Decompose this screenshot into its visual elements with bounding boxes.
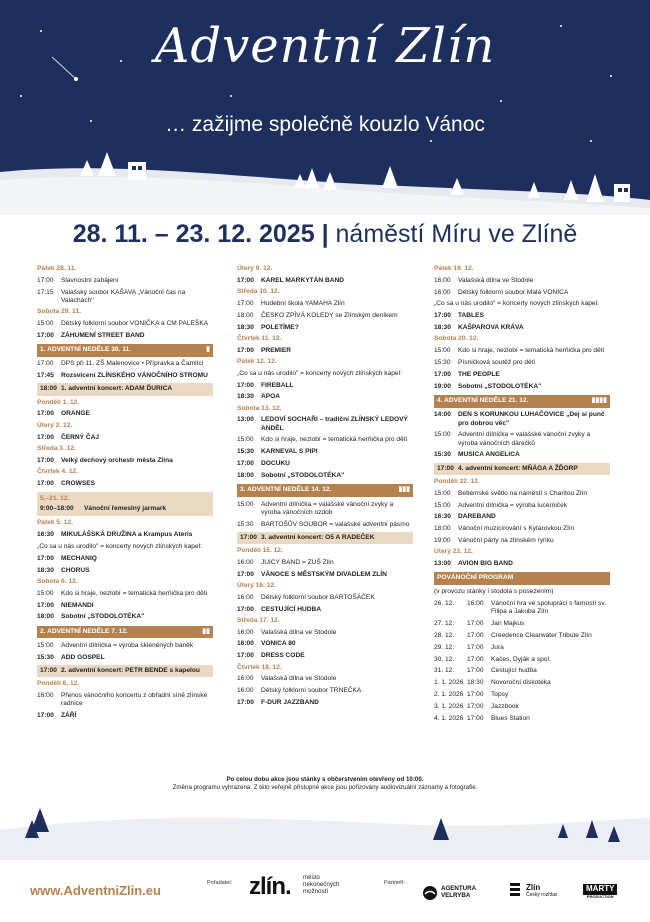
event-row: 16:00 JUICY BAND = ZUŠ Zlín xyxy=(237,558,334,566)
event-row: 17:00 F-DUR JAZZBAND xyxy=(237,699,319,707)
event-row: 15:00 Betlémské světlo na náměstí s Charitou Zlín xyxy=(434,489,587,497)
event-row: „Co sa u nás urodilo" = koncerty nových zlínských kapel: xyxy=(237,369,402,377)
header-banner xyxy=(0,0,650,215)
event-row: 16:00 Valašská dílna ve Stodole xyxy=(237,675,337,683)
event-row: 26. 12. 16:00 Vánoční hra ve spolupráci s farností sv. Filipa a Jakuba Zlín xyxy=(434,599,606,616)
event-row: 15:00 Adventní dílnička = valašské vánoční zvyky a výroba vánočních ozdob xyxy=(237,500,394,516)
event-row: 17:00 DRESS CODE xyxy=(237,652,305,660)
event-row: 18:30 APOA xyxy=(237,393,281,401)
event-row: 4. 1. 2026 17:00 Blues Station xyxy=(434,714,530,722)
event-row: 29. 12. 17:00 Jura xyxy=(434,643,504,651)
event-row: 17:00 Hudební škola YAMAHA Zlín xyxy=(237,299,345,307)
star-icon xyxy=(610,75,612,77)
event-row: 17:00 DPS při 11. ZŠ Malenovice • Přípravka a Čamlíci xyxy=(37,360,204,368)
event-row: 28. 12. 17:00 Creedence Clearwater Tribute Zlín xyxy=(434,631,592,639)
candle-icon: ▮▮▮ xyxy=(398,486,410,494)
day-heading: Sobota 29. 11. xyxy=(37,308,81,316)
event-row: 18:30 KAŠPAROVA KRÁVA xyxy=(434,324,524,332)
day-heading: Úterý 23. 12. xyxy=(434,548,473,556)
day-heading: Čtvrtek 11. 12. xyxy=(237,334,282,342)
day-heading: Středa 3. 12. xyxy=(37,444,76,452)
event-row: 3. 1. 2026 17:00 Jazzbook xyxy=(434,702,519,710)
event-row: 16:00 VONICA 80 xyxy=(237,640,296,648)
event-row: 15:00 Kdo si hraje, nezlobí = tematická herňička pro děti xyxy=(434,347,605,355)
day-heading: Pátek 12. 12. xyxy=(237,357,277,365)
event-row: 15:00 Dětský folklorní soubor VONIČKA a CM PALEŠKA xyxy=(37,319,209,327)
day-heading: Pondělí 1. 12. xyxy=(37,398,80,406)
event-row: 17:00 MECHANIQ xyxy=(37,554,97,562)
event-row: 16:00 Dětský folklorní soubor TRNEČKA xyxy=(237,687,362,695)
advent-sunday-band: 2. ADVENTNÍ NEDĚLE 7. 12. ▮▮ xyxy=(37,626,213,639)
advent-concert-row: 17:00 4. adventní koncert: MŇÁGA A ŽĎORP xyxy=(434,463,610,475)
day-heading: Středa 10. 12. xyxy=(237,288,280,296)
zlin-tagline: město nekonečných možností xyxy=(303,874,340,896)
event-row: „Co sa u nás urodilo" = koncerty nových zlínských kapel: xyxy=(37,543,202,551)
day-heading: Sobota 20. 12. xyxy=(434,335,479,343)
event-row: 16:30 MIKULÁŠSKÁ DRUŽINA a Krampus Ateris xyxy=(37,531,193,539)
event-row: 15:00 Adventní dílnička = valašské vánoční zvyky a výroba vánočních dárečků xyxy=(434,431,591,447)
website-link[interactable]: www.AdventniZlin.eu xyxy=(30,883,161,898)
event-row: 17:45 Rozsvícení ZLÍNSKÉHO VÁNOČNÍHO STROMU xyxy=(37,372,208,380)
advent-sunday-band: 1. ADVENTNÍ NEDĚLE 30. 11. ▮ xyxy=(37,344,213,357)
event-row: 2. 1. 2026 17:00 Topsy xyxy=(434,690,509,698)
radio-icon xyxy=(509,882,521,898)
event-row: 31. 12. 17:00 Cestující hudba xyxy=(434,667,537,675)
star-icon xyxy=(430,140,432,142)
candle-icon: ▮▮▮▮ xyxy=(591,396,607,404)
event-row: 17:00 CESTUJÍCÍ HUDBA xyxy=(237,605,322,613)
event-row: 13:00 AVION BIG BAND xyxy=(434,560,513,568)
event-row: 1. 1. 2026 18:30 Novoroční diskotéka xyxy=(434,679,551,687)
program-column-3 xyxy=(434,262,610,723)
advent-concert-row: 18:00 1. adventní koncert: ADAM ĎURICA xyxy=(37,383,213,395)
event-row: 16:00 Valašská dílna ve Stodole xyxy=(237,628,337,636)
star-icon xyxy=(500,100,502,102)
program-column-2 xyxy=(237,262,413,707)
day-heading: Pondělí 22. 12. xyxy=(434,477,480,485)
snow-landscape xyxy=(0,150,650,215)
day-heading: Pátek 19. 12. xyxy=(434,265,474,272)
event-row: „Co sa u nás urodilo" = koncerty nových zlínských kapel: xyxy=(434,300,599,308)
advent-sunday-band: 3. ADVENTNÍ NEDĚLE 14. 12. ▮▮▮ xyxy=(237,484,413,497)
separator: | xyxy=(321,220,329,248)
star-icon xyxy=(230,95,232,97)
event-row: 18:00 Vánoční muzicírování s Kytarovkou Zlín xyxy=(434,525,575,533)
event-row: 14:00 DEN S KORUNKOU LUHAČOVICE „Dej si punč pro dobrou věc" xyxy=(434,411,605,427)
page-title: Adventní Zlín xyxy=(154,18,496,74)
partner-marty: MARTY PRODUCTION xyxy=(583,884,617,899)
event-dates xyxy=(0,220,650,249)
program-column-1 xyxy=(37,262,213,720)
event-row: 17:00 NIEMANDI xyxy=(37,601,94,609)
star-icon xyxy=(590,140,592,142)
event-row: 17:00 ORANGE xyxy=(37,410,90,418)
event-row: 15:00 Kdo si hraje, nezlobí = tematická herňička pro děti xyxy=(37,589,208,597)
event-row: 30. 12. 17:00 Kačes, Dyják a spol. xyxy=(434,655,551,663)
event-row: 18:00 Sobotní „STODOLOTÉKA" xyxy=(237,471,345,479)
event-row: 17:00 DOCUKU xyxy=(237,460,290,468)
partner-velryba: AGENTURA VELRYBA xyxy=(441,885,477,899)
event-row: 16:30 DAREBAND xyxy=(434,513,496,521)
event-row: 15:00 Kdo si hraje, nezlobí = tematická herňička pro děti xyxy=(237,436,408,444)
day-heading: Pátek 28. 11. xyxy=(37,265,77,272)
star-icon xyxy=(20,95,22,97)
post-christmas-note: (v provozu stánky i stodola s posezením) xyxy=(434,588,554,596)
candle-icon: ▮ xyxy=(206,346,210,354)
page-subtitle: … zažijme společně kouzlo Vánoc xyxy=(165,113,485,136)
event-row: 17:00 Slavnostní zahájení xyxy=(37,276,119,284)
day-heading: Středa 17. 12. xyxy=(237,616,280,624)
whale-icon xyxy=(422,885,438,901)
event-row: 27. 12. 17:00 Jan Majkus xyxy=(434,620,525,628)
event-row: 13:00 LEDOVÍ SOCHAŘI – tradiční ZLÍNSKÝ LEDOVÝ ANDĚL xyxy=(237,416,408,432)
candle-icon: ▮▮ xyxy=(202,627,210,635)
event-row: 17:00 ZÁHUMENÍ STREET BAND xyxy=(37,331,145,339)
event-row: 19:00 Vánoční párty na zlínském rynku xyxy=(434,537,554,544)
event-row: 15:00 Adventní dílnička = výroba lucerniček xyxy=(434,501,568,509)
event-row: 15:00 Adventní dílnička = výroba skleněných baněk xyxy=(37,641,194,649)
note-line-1: Po celou dobu akce jsou stánky s občerstvením otevřeny od 10:00. xyxy=(226,776,424,783)
event-row: 17:00 KAREL MARKYTÁN BAND xyxy=(237,276,345,284)
event-row: 15:30 ADD GOSPEL xyxy=(37,653,105,661)
day-heading: Úterý 9. 12. xyxy=(237,265,273,272)
footer xyxy=(0,858,650,922)
event-place: náměstí Míru ve Zlíně xyxy=(335,220,578,248)
day-heading: Čtvrtek 4. 12. xyxy=(37,467,79,475)
date-range: 28. 11. – 23. 12. 2025 xyxy=(72,220,315,248)
day-heading: Pátek 5. 12. xyxy=(37,519,73,527)
event-row: 17:00 ZÁŘÍ xyxy=(37,712,77,720)
event-row: 18:00 ČESKO ZPÍVÁ KOLEDY se Zlínským deníkem xyxy=(237,311,398,319)
day-heading: Pondělí 15. 12. xyxy=(237,547,283,555)
partners-label: Partneři: xyxy=(384,880,405,886)
day-heading: Pondělí 8. 12. xyxy=(37,680,80,688)
note-line-2: Změna programu vyhrazena. Z této veřejně přístupné akce jsou pořizovány audiovizuální záznamy a fotografie. xyxy=(172,784,478,792)
event-row: 17:00 PREMIER xyxy=(237,346,292,354)
advent-concert-row: 17:00 2. adventní koncert: PETR BENDE s kapelou xyxy=(37,665,213,677)
day-heading: Sobota 6. 12. xyxy=(37,577,78,585)
advent-sunday-band: 4. ADVENTNÍ NEDĚLE 21. 12. ▮▮▮▮ xyxy=(434,395,610,408)
zlin-logo: zlín. xyxy=(249,873,291,900)
event-row: 17:00 CROWSES xyxy=(37,479,96,487)
day-heading: Čtvrtek 18. 12. xyxy=(237,663,282,671)
event-row: 16:00 Dětský folklorní soubor BARTOŠÁČEK xyxy=(237,593,375,601)
event-row: 17:00 Velký dechový orchestr města Zlína xyxy=(37,456,173,464)
advent-concert-row: 17:00 3. adventní koncert: O5 A RADEČEK xyxy=(237,532,413,544)
event-row: 15:30 Písničková soutěž pro děti xyxy=(434,359,535,367)
event-row: 17:00 FIREBALL xyxy=(237,381,294,389)
event-row: 17:15 Valašský soubor KAŠAVA „Vánoční čas na Valachách" xyxy=(37,288,186,304)
event-row: 17:00 VÁNOCE S MĚSTSKÝM DIVADLEM ZLÍN xyxy=(237,570,387,578)
event-row: 19:00 Sobotní „STODOLOTÉKA" xyxy=(434,382,542,390)
partner-cro-zlin: Zlín Český rozhlas xyxy=(526,883,558,898)
event-row: 17:00 ČERNÝ ČAJ xyxy=(37,433,100,441)
christmas-market-box: 5.–21. 12. 9:00–18:00 Vánoční řemeslný jarmark xyxy=(37,492,213,516)
day-heading: Úterý 2. 12. xyxy=(37,421,73,429)
day-heading: Úterý 16. 12. xyxy=(237,581,276,589)
event-row: 18:30 CHORUS xyxy=(37,566,90,574)
snow-hills xyxy=(0,790,650,860)
event-row: 16:00 Přenos vánočního koncertu z obřadní síně zlínské radnice xyxy=(37,692,208,708)
event-row: 17:00 TABLES xyxy=(434,312,484,320)
event-row: 15:30 MUSICA ANGELICA xyxy=(434,451,520,459)
event-row: 16:00 Dětský folklorní soubor Malá VONICA xyxy=(434,288,569,296)
event-row: 15:30 BARTOŠŮV SOUBOR = valašské adventní pásmo xyxy=(237,520,410,528)
event-row: 15:30 KARNEVAL S PIPI xyxy=(237,448,318,456)
event-row: 18:00 Sobotní „STODOLOTÉKA" xyxy=(37,613,145,621)
event-row: 17:00 THE PEOPLE xyxy=(434,370,500,378)
organizer-label: Pořadatel: xyxy=(207,880,233,886)
event-row: 16:00 Valašská dílna ve Stodole xyxy=(434,276,534,284)
event-row: 18:30 POLETÍME? xyxy=(237,323,299,331)
post-christmas-band: POVÁNOČNÍ PROGRAM xyxy=(434,572,610,584)
day-heading: Sobota 13. 12. xyxy=(237,404,282,412)
